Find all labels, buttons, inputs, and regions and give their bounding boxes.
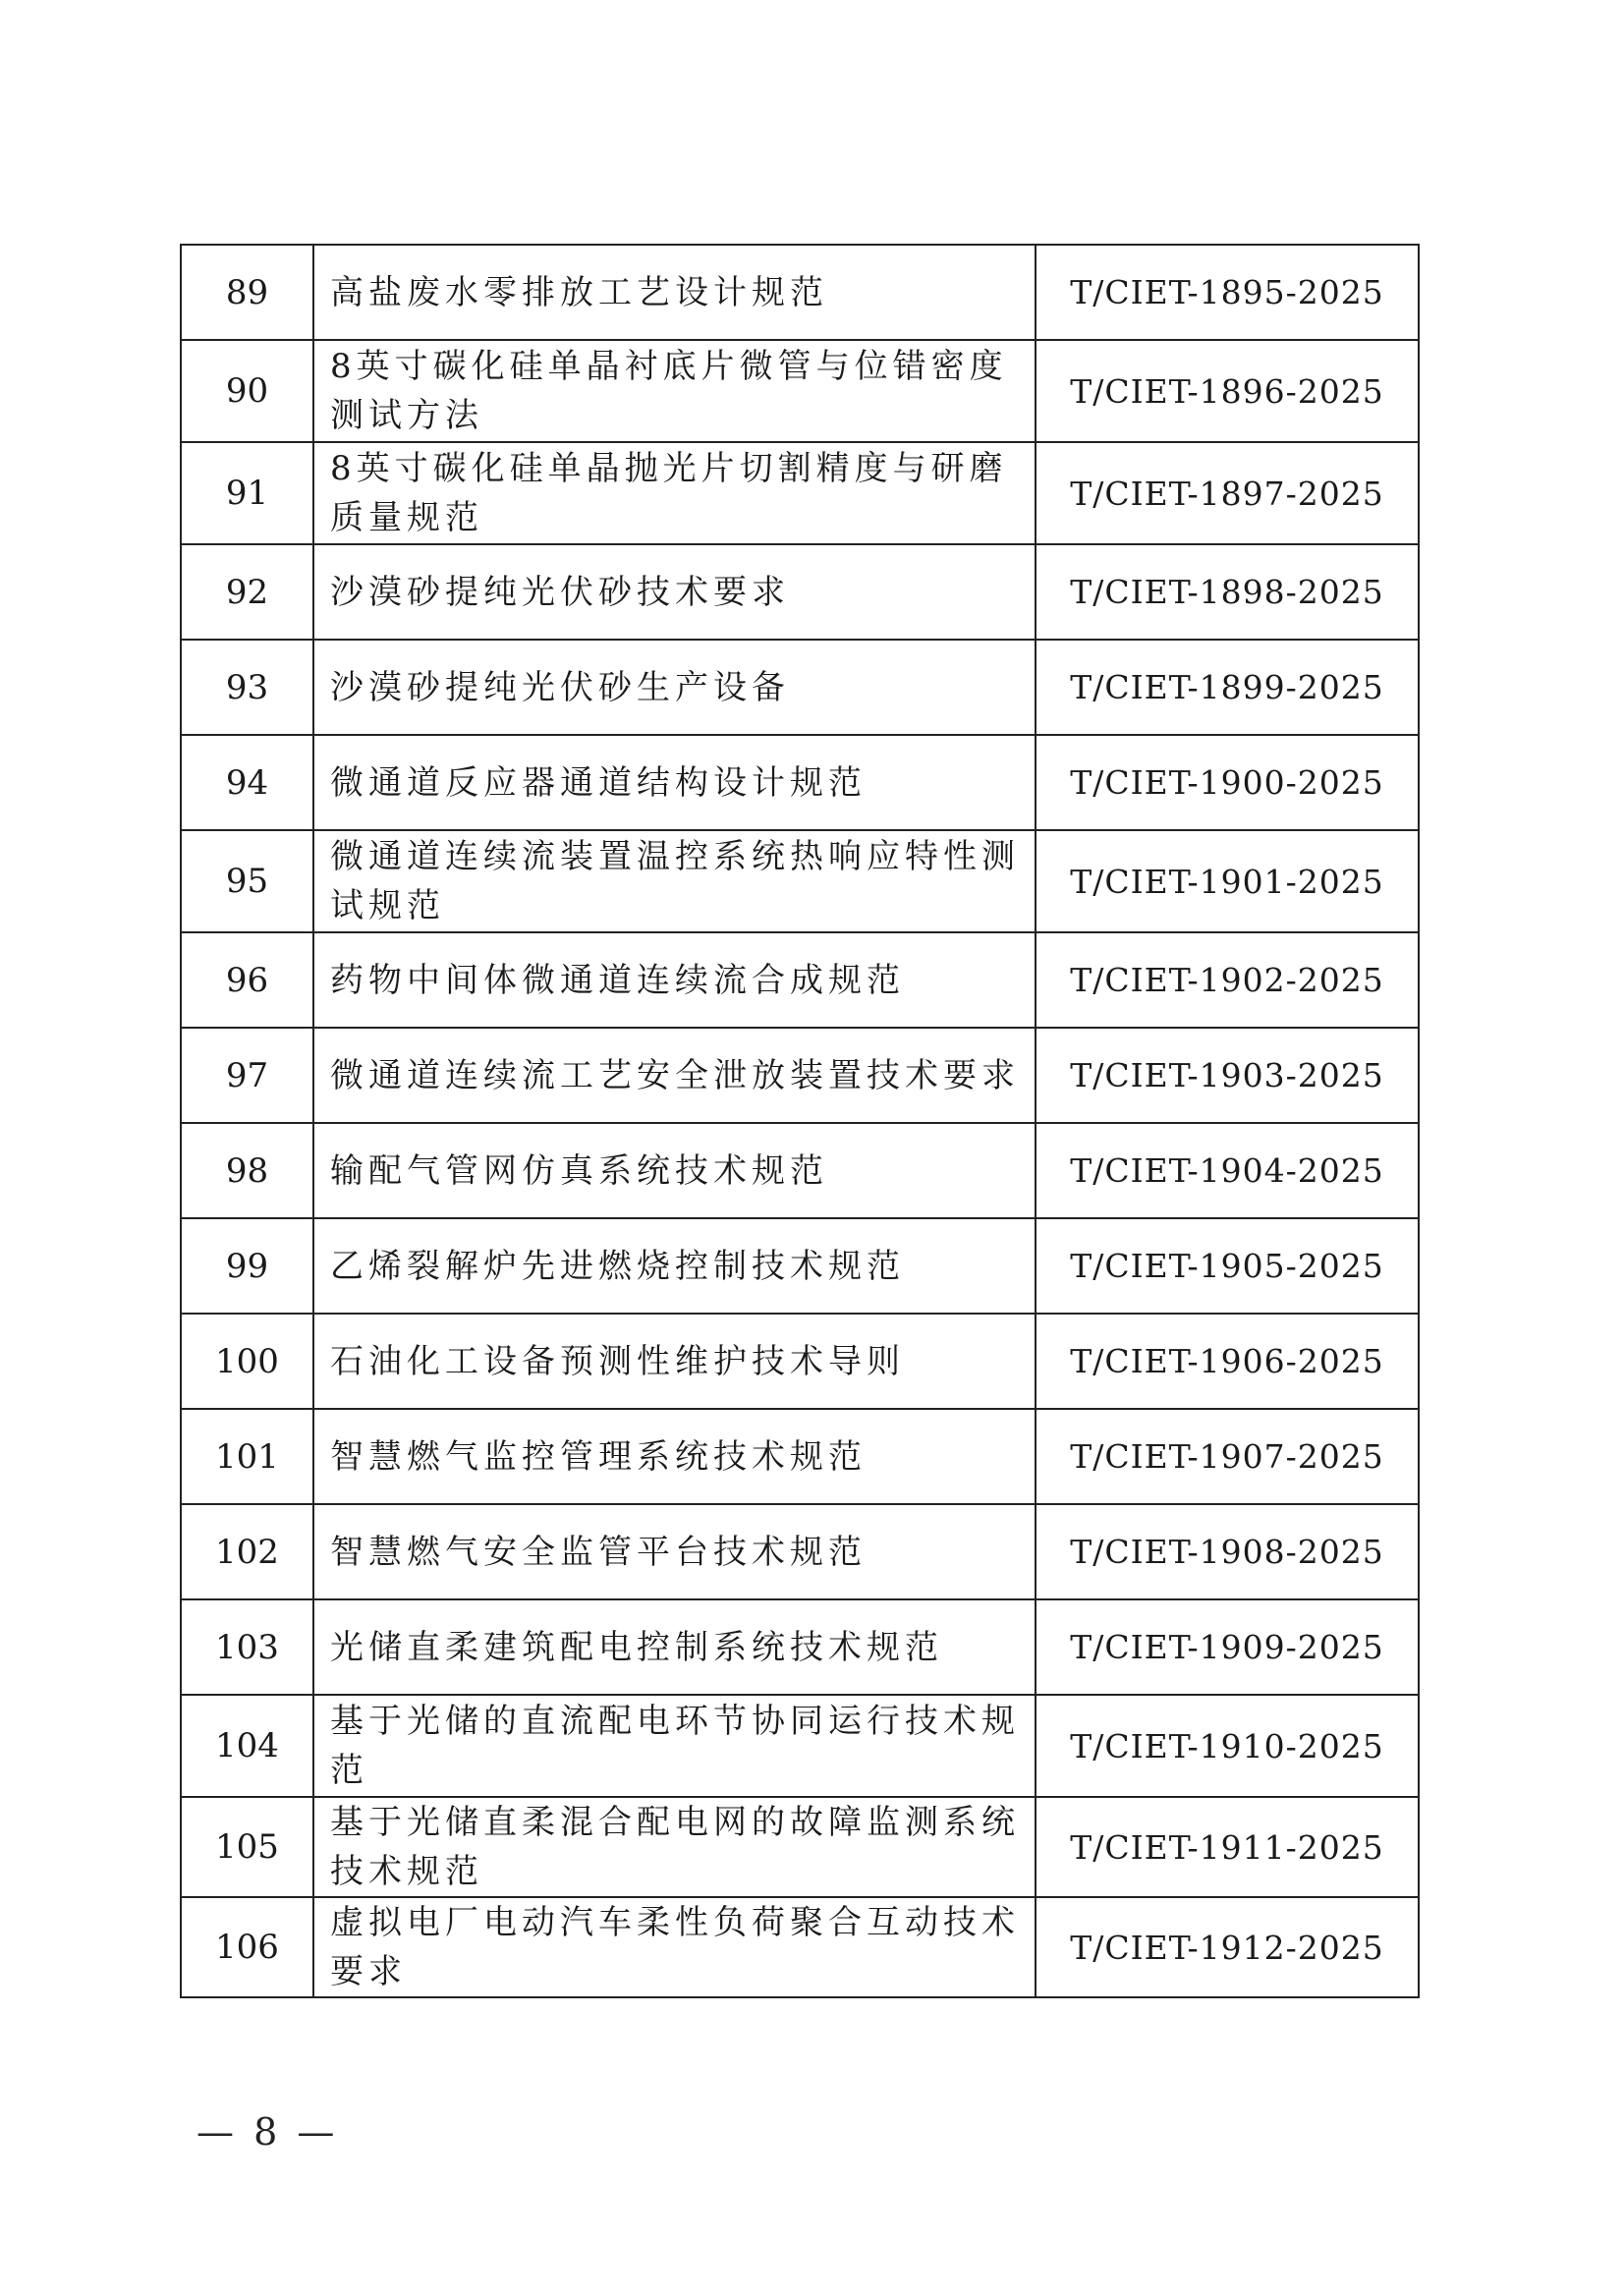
standard-name: 基于光储的直流配电环节协同运行技术规范: [313, 1695, 1036, 1797]
table-row: [181, 1897, 1419, 1997]
standard-code: T/CIET-1908-2025: [1036, 1504, 1419, 1599]
table-row: [181, 442, 1419, 544]
standard-code: T/CIET-1896-2025: [1036, 340, 1419, 442]
table-row: [181, 640, 1419, 735]
standard-name: 药物中间体微通道连续流合成规范: [313, 932, 1036, 1028]
table-row: [181, 544, 1419, 640]
row-number: 97: [181, 1028, 313, 1123]
row-number: 102: [181, 1504, 313, 1599]
row-number: 92: [181, 544, 313, 640]
standard-name: 高盐废水零排放工艺设计规范: [313, 245, 1036, 340]
standard-name: 8英寸碳化硅单晶抛光片切割精度与研磨质量规范: [313, 442, 1036, 544]
row-number: 98: [181, 1123, 313, 1218]
table-row: [181, 1218, 1419, 1314]
standard-code: T/CIET-1907-2025: [1036, 1409, 1419, 1504]
table-row: [181, 245, 1419, 340]
standard-code: T/CIET-1909-2025: [1036, 1599, 1419, 1695]
row-number: 94: [181, 735, 313, 830]
standard-code: T/CIET-1911-2025: [1036, 1797, 1419, 1897]
standard-name: 微通道连续流工艺安全泄放装置技术要求: [313, 1028, 1036, 1123]
table-row: [181, 1314, 1419, 1409]
table-row: [181, 1409, 1419, 1504]
standard-name: 微通道反应器通道结构设计规范: [313, 735, 1036, 830]
table-row: [181, 1123, 1419, 1218]
row-number: 104: [181, 1695, 313, 1797]
standard-code: T/CIET-1900-2025: [1036, 735, 1419, 830]
row-number: 90: [181, 340, 313, 442]
page-number: — 8 —: [196, 2110, 339, 2154]
row-number: 95: [181, 830, 313, 932]
standard-name: 沙漠砂提纯光伏砂生产设备: [313, 640, 1036, 735]
table-row: [181, 1599, 1419, 1695]
standard-code: T/CIET-1899-2025: [1036, 640, 1419, 735]
table-row: [181, 1504, 1419, 1599]
row-number: 89: [181, 245, 313, 340]
standard-code: T/CIET-1912-2025: [1036, 1897, 1419, 1997]
row-number: 100: [181, 1314, 313, 1409]
standard-code: T/CIET-1904-2025: [1036, 1123, 1419, 1218]
standard-name: 沙漠砂提纯光伏砂技术要求: [313, 544, 1036, 640]
table-row: [181, 1028, 1419, 1123]
row-number: 106: [181, 1897, 313, 1997]
standard-name: 光储直柔建筑配电控制系统技术规范: [313, 1599, 1036, 1695]
standard-code: T/CIET-1897-2025: [1036, 442, 1419, 544]
standard-code: T/CIET-1910-2025: [1036, 1695, 1419, 1797]
standard-name: 基于光储直柔混合配电网的故障监测系统技术规范: [313, 1797, 1036, 1897]
row-number: 99: [181, 1218, 313, 1314]
row-number: 105: [181, 1797, 313, 1897]
standard-code: T/CIET-1895-2025: [1036, 245, 1419, 340]
standards-table: [180, 244, 1420, 1998]
standard-name: 乙烯裂解炉先进燃烧控制技术规范: [313, 1218, 1036, 1314]
standard-name: 虚拟电厂电动汽车柔性负荷聚合互动技术要求: [313, 1897, 1036, 1997]
standard-name: 智慧燃气监控管理系统技术规范: [313, 1409, 1036, 1504]
row-number: 93: [181, 640, 313, 735]
standard-code: T/CIET-1906-2025: [1036, 1314, 1419, 1409]
table-row: [181, 1797, 1419, 1897]
table-row: [181, 735, 1419, 830]
standard-code: T/CIET-1902-2025: [1036, 932, 1419, 1028]
standard-name: 微通道连续流装置温控系统热响应特性测试规范: [313, 830, 1036, 932]
standard-name: 8英寸碳化硅单晶衬底片微管与位错密度测试方法: [313, 340, 1036, 442]
standard-name: 输配气管网仿真系统技术规范: [313, 1123, 1036, 1218]
standard-name: 智慧燃气安全监管平台技术规范: [313, 1504, 1036, 1599]
row-number: 96: [181, 932, 313, 1028]
row-number: 103: [181, 1599, 313, 1695]
standard-name: 石油化工设备预测性维护技术导则: [313, 1314, 1036, 1409]
row-number: 101: [181, 1409, 313, 1504]
table-row: [181, 340, 1419, 442]
standard-code: T/CIET-1901-2025: [1036, 830, 1419, 932]
table-row: [181, 1695, 1419, 1797]
row-number: 91: [181, 442, 313, 544]
standard-code: T/CIET-1898-2025: [1036, 544, 1419, 640]
standard-code: T/CIET-1905-2025: [1036, 1218, 1419, 1314]
table-row: [181, 932, 1419, 1028]
table-row: [181, 830, 1419, 932]
standard-code: T/CIET-1903-2025: [1036, 1028, 1419, 1123]
